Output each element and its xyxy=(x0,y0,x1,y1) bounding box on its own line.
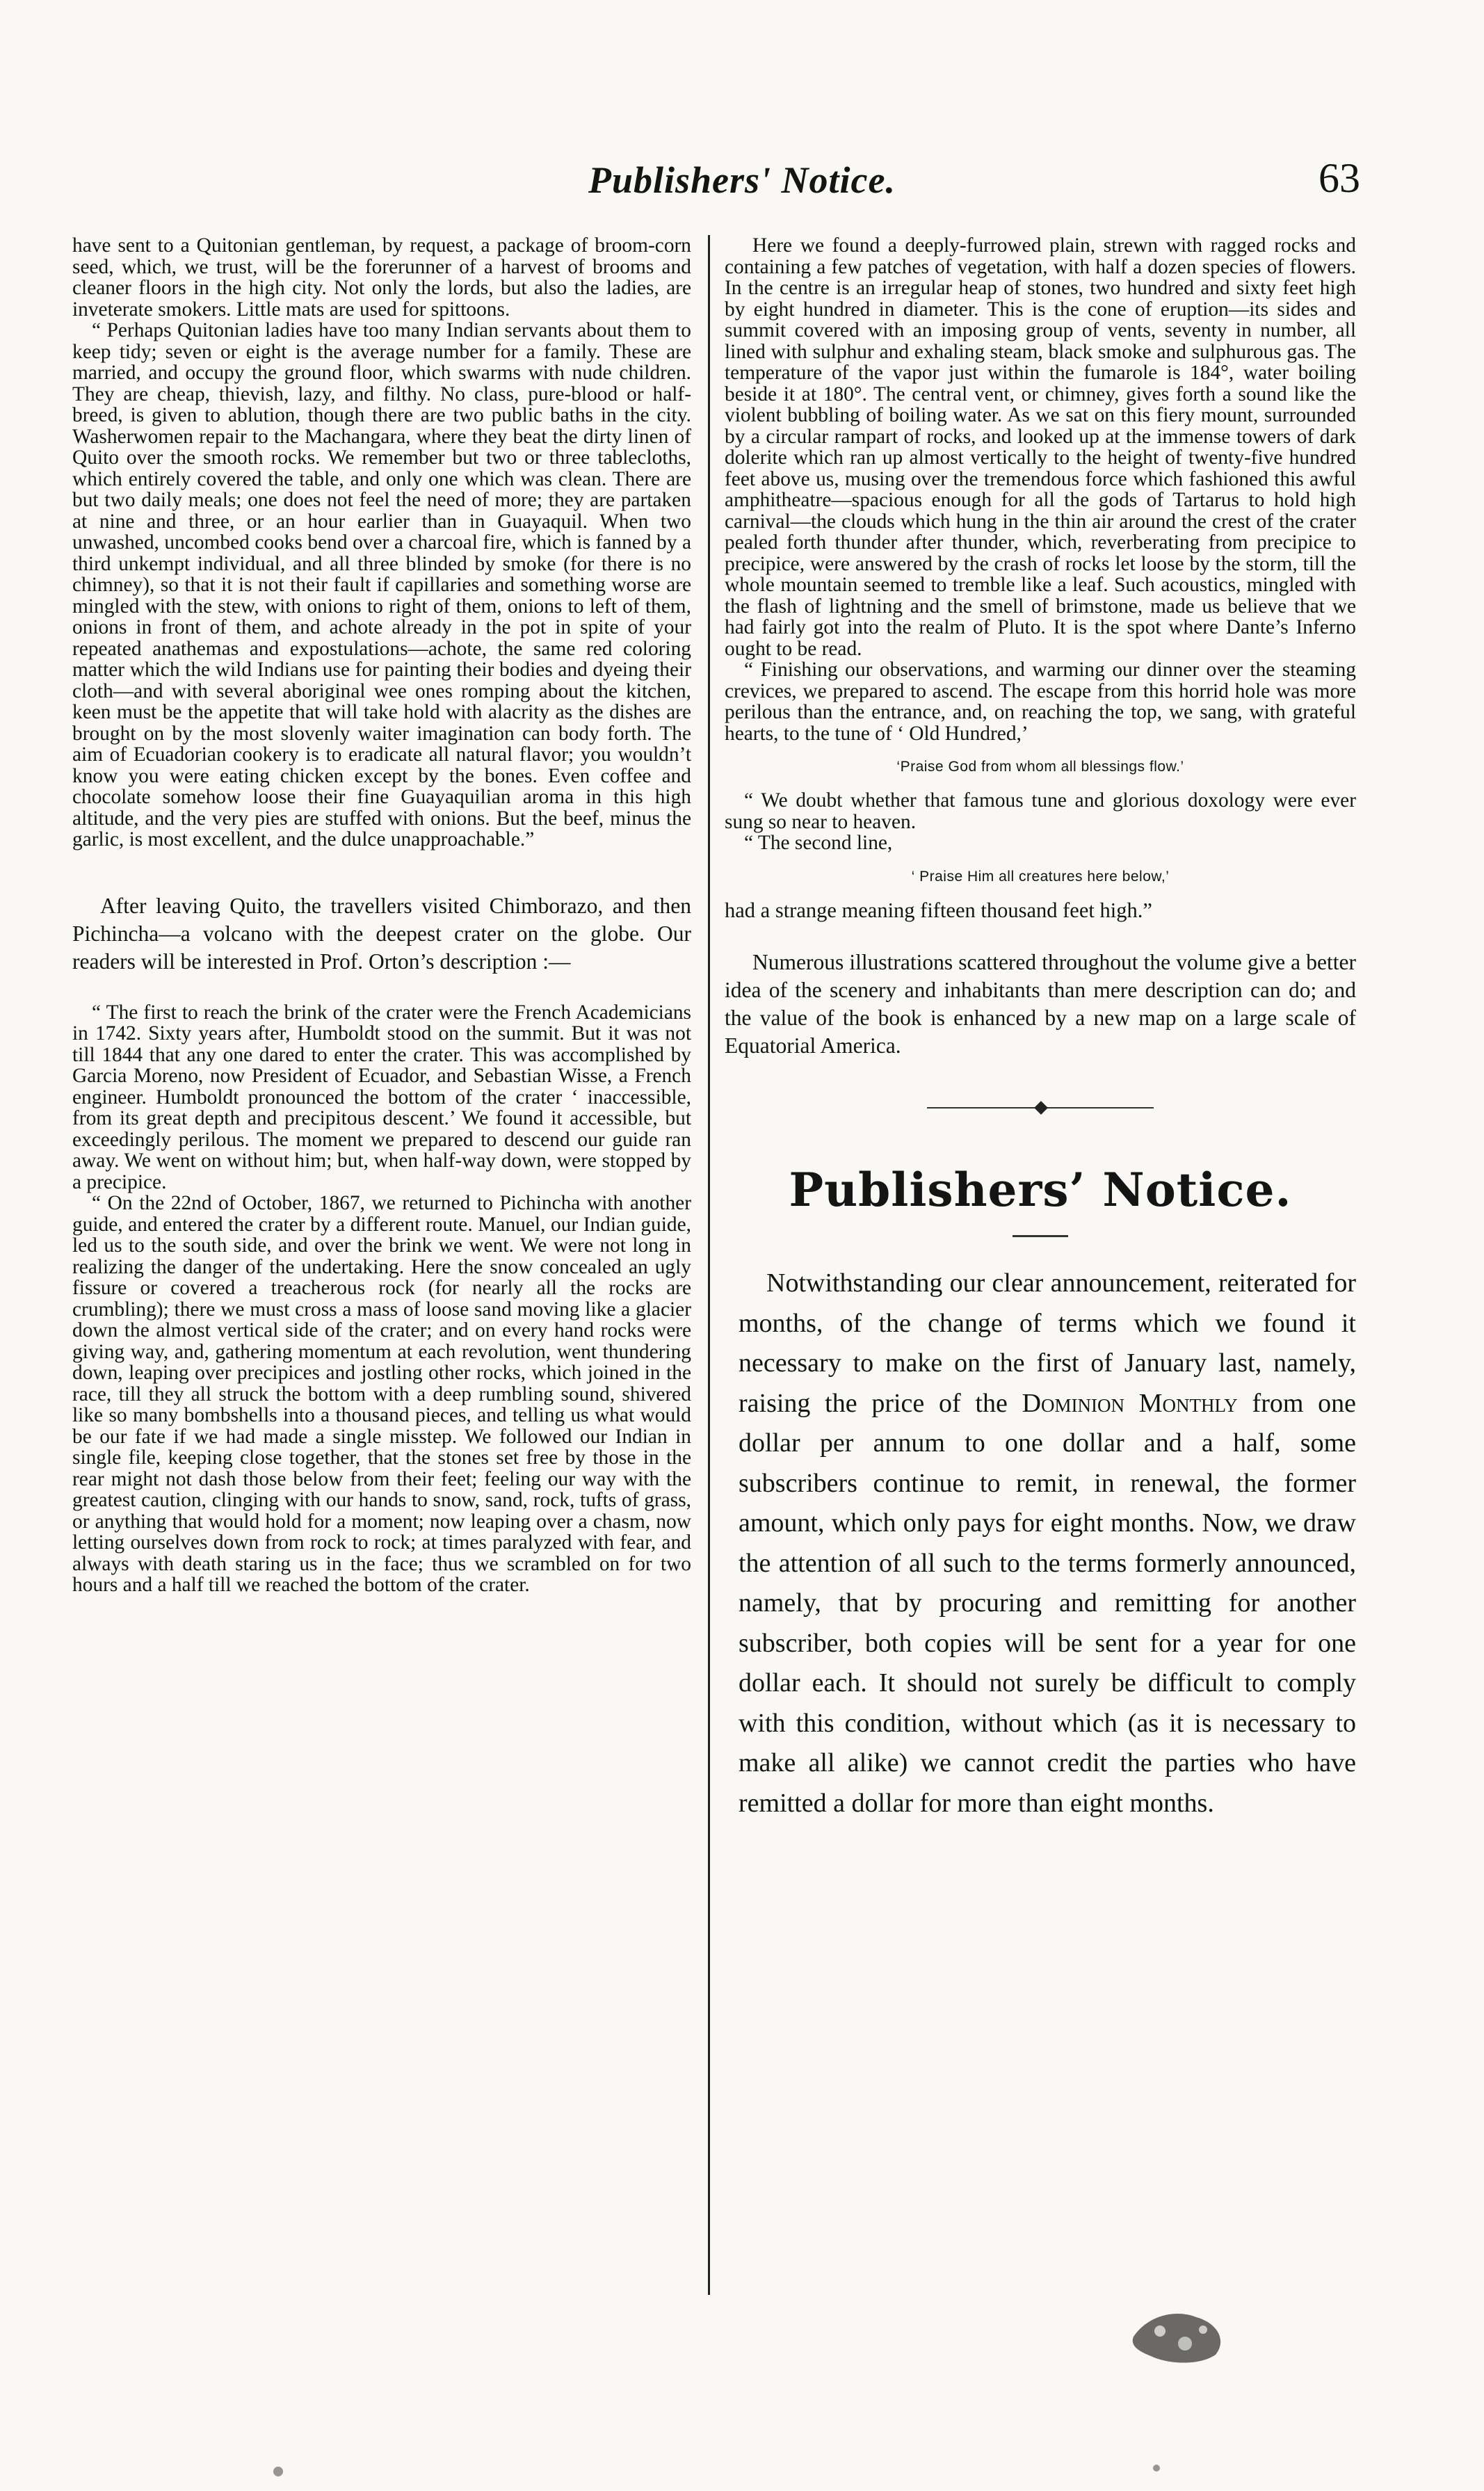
quote-paragraph: Here we found a deeply-furrowed plain, strewn with ragged rocks and containing a few patches of vegetation, with half a dozen species of flowers. In the centre is an irregular heap of stones, two hundred and sixty feet high by eight hundred in diameter. This is the cone of eruption—its sides and summit covered with an imposing group of vents, seventy in number, all lined with sulphur and exhaling steam, black smoke and sulphurous gas. The temperature of the vapor just within the fumarole is 184°, water boiling beside it at 180°. The central vent, or chimney, gives forth a sound like the violent bubbling of boiling water. As we sat on this fiery mount, surrounded by a circular rampart of rocks, and looked up at the immense towers of dark dolerite which ran up almost vertically to the height of twenty-five hundred feet above us, musing over the tremendous force which fashioned this awful amphitheatre—spacious enough for all the gods of Tartarus to hold high carnival—the clouds which hung in the thin air around the crest of the crater pealed forth thunder after thunder, which, reverberating from precipice to precipice, were answered by the crash of rocks let loose by the storm, till the whole mountain seemed to tremble like a leaf. Such acoustics, mingled with the flash of lightning and the smell of brimstone, made us believe that we had fairly got into the realm of Pluto. It is the spot where Dante’s Inferno ought to be read. xyxy=(725,234,1356,660)
ink-speck xyxy=(1146,2460,1167,2476)
hymn-line: ‘ Praise Him all creatures here below,’ xyxy=(911,868,1170,885)
hymn-line: ‘Praise God from whom all blessings flow.’ xyxy=(896,759,1184,775)
short-rule xyxy=(1013,1235,1068,1237)
narrative-paragraph: After leaving Quito, the travellers visited Chimborazo, and then Pichincha—a volcano with the deepest crater on the globe. Our readers will be interested in Prof. Orton’s description :— xyxy=(72,893,691,974)
quote-paragraph: “ The second line, xyxy=(744,832,893,854)
quote-paragraph: had a strange meaning fifteen thousand feet high.” xyxy=(725,898,1152,922)
notice-paragraph xyxy=(725,1264,1356,1823)
quote-paragraph: have sent to a Quitonian gentleman, by request, a package of broom-corn seed, which, we trust, will be the forerunner of a harvest of brooms and cleaner floors in the high city. Not only the lords, but also the ladies, are inveterate smokers. Little mats are used for spittoons. xyxy=(72,234,691,321)
illustrations-paragraph: Numerous illustrations scattered throughout the volume give a better idea of the scenery and inhabitants than mere description can do; and the value of the book is enhanced by a new map on a large scale of Equatorial America. xyxy=(725,950,1356,1058)
ink-smudge xyxy=(1127,2302,1231,2369)
notice-text-1: Notwithstanding our clear announcement, reiterated for months, of the change of terms which we found it necessary to make on the first of January last, namely, raising the price of the xyxy=(739,1268,1356,1418)
notice-heading: Publishers’ Notice. xyxy=(789,1163,1292,1217)
column-divider xyxy=(708,235,710,2295)
running-title: Publishers' Notice. xyxy=(588,159,896,201)
quote-paragraph: “ The first to reach the brink of the crater were the French Academicians in 1742. Sixty years after, Humboldt stood on the summit. But it was not till 1844 that any one dared to enter the crater. This was accomplished by Garcia Moreno, now President of Ecuador, and Sebastian Wisse, a French engineer. Humboldt pronounced the bottom of the crater ‘ inaccessible, from its great depth and precipitous descent.’ We found it accessible, but exceedingly perilous. The moment we prepared to descend our guide ran away. We went on without him; but, when half-way down, were stopped by a precipice. xyxy=(72,1001,691,1193)
notice-text-2: from one dollar per annum to one dollar and a half, some subscribers continue to remit, in renewal, the former amount, which only pays for eight months. Now, we draw the attention of all such to the terms formerly announced, namely, that by procuring and remitting for another subscriber, both copies will be sent for a year for one dollar each. It should not surely be difficult to comply with this condition, without which (as it is necessary to make all alike) we cannot credit the parties who have remitted a dollar for more than eight months. xyxy=(739,1388,1357,1818)
ornament-rule xyxy=(927,1100,1154,1115)
quote-paragraph: “ Perhaps Quitonian ladies have too many Indian servants about them to keep tidy; seven or eight is the average number for a family. These are married, and occupy the ground floor, which swarms with nude children. They are cheap, thievish, lazy, and filthy. No class, pure-blood or half-breed, is given to ablution, though there are two public baths in the city. Washerwomen repair to the Machangara, where they beat the dirty linen of Quito over the smooth rocks. We remember but two or three tablecloths, which entirely covered the table, and only one which was clean. There are but two daily meals; one does not feel the need of more; they are partaken at nine and three, or an hour earlier than in Guayaquil. When two unwashed, uncombed cooks bend over a charcoal fire, which is fanned by a third unkempt individual, and all three blinded by smoke (for there is no chimney), so that it is not their fault if capillaries and something worse are mingled with the stew, with onions to right of them, onions to left of them, onions in front of them, and achote already in the pot in spite of your repeated anathemas and expostulations—achote, the same red coloring matter which the wild Indians use for painting their bodies and dyeing their cloth—and with several aboriginal wee ones romping about the kitchen, keen must be the appetite that will take hold with alacrity as the dishes are brought on by the most slovenly waiter imagination can body forth. The aim of Ecuadorian cookery is to eradicate all natural flavor; you wouldn’t know you were eating chicken except by the bones. Even coffee and chocolate somehow loose their fine Guayaquilian aroma in this high altitude, and the very pies are stuffed with onions. But the beef, minus the garlic, is most excellent, and the dulce unapproachable.” xyxy=(72,319,691,851)
magazine-name: Dominion Monthly xyxy=(1022,1388,1238,1418)
quote-paragraph: “ We doubt whether that famous tune and glorious doxology were ever sung so near to heaven. xyxy=(725,789,1356,833)
right-column xyxy=(725,235,1356,1823)
quote-paragraph: “ Finishing our observations, and warming our dinner over the steaming crevices, we prepared to ascend. The escape from this horrid hole was more perilous than the entrance, and, on reaching the top, we sang, with grateful hearts, to the tune of ‘ Old Hundred,’ xyxy=(725,659,1356,745)
quote-paragraph: “ On the 22nd of October, 1867, we returned to Pichincha with another guide, and entered the crater by a different route. Manuel, our Indian guide, led us to the south side, and over the brink we went. We were not long in realizing the danger of the undertaking. Here the snow concealed an ugly fissure or covered a treacherous rock (for nearly all the rocks are crumbling); there we must cross a mass of loose sand moving like a glacier down the almost vertical side of the crater; and on every hand rocks were giving way, and, gathering momentum at each revolution, went thundering down, leaping over precipices and jostling other rocks, which joined in the race, till they all struck the bottom with a deep rumbling sound, shivered like so many bombshells into a thousand pieces, and telling us what would be our fate if we had made a single misstep. We followed our Indian in single file, keeping close together, that the stones set free by those in the rear might not dash those below from their feet; feeling our way with the greatest caution, clinging with our hands to snow, sand, rock, tufts of grass, or anything that would hold for a moment; now leaping over a chasm, now letting ourselves down from rock to rock; at times paralyzed with fear, and always with death staring us in the face; thus we scrambled on for two hours and a half till we reached the bottom of the crater. xyxy=(72,1192,691,1596)
page-number: 63 xyxy=(1318,155,1360,201)
left-column xyxy=(72,235,691,1596)
ink-speck xyxy=(264,2462,292,2481)
